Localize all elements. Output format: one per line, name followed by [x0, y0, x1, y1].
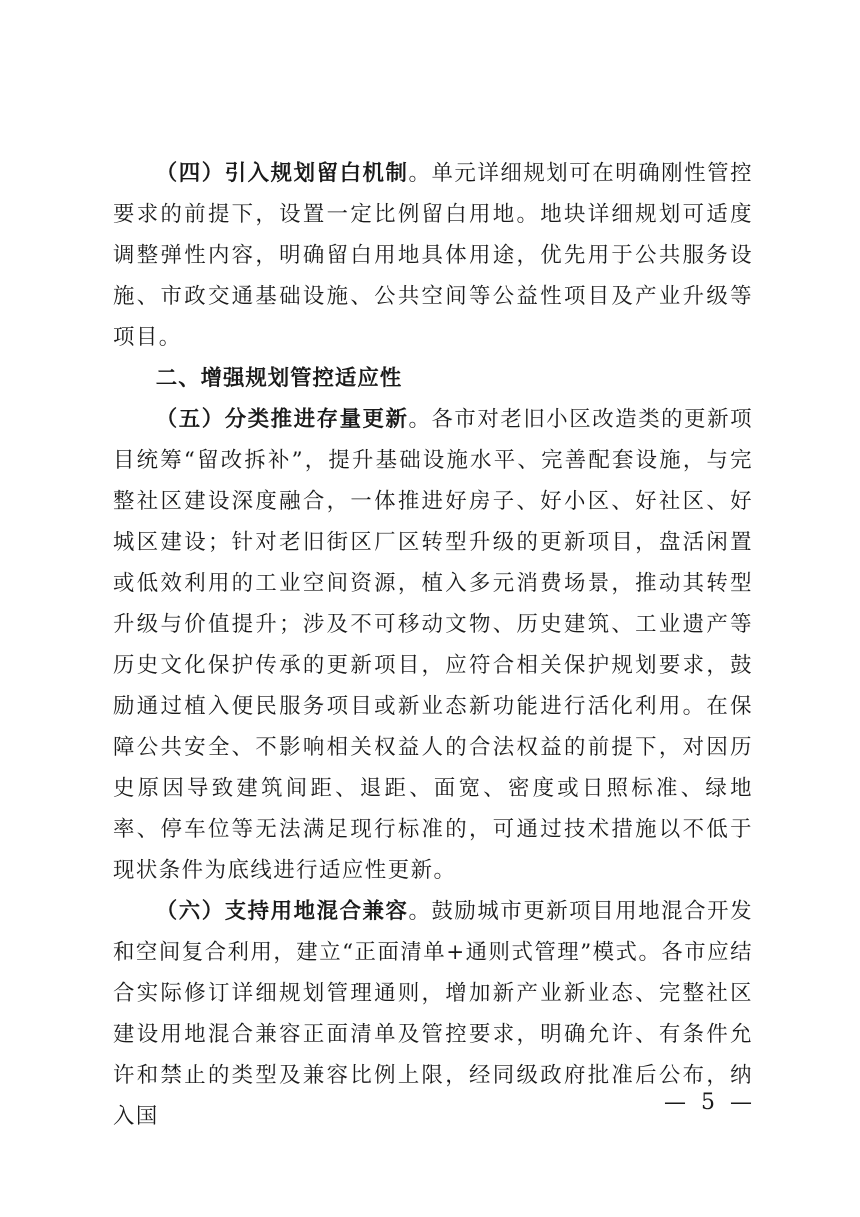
- page-number: — 5 —: [664, 1090, 756, 1115]
- paragraph-heading: （六）支持用地混合兼容: [155, 899, 409, 924]
- paragraph-6: [113, 891, 753, 1137]
- paragraph-4: [113, 153, 753, 358]
- paragraph-text: 。单元详细规划可在明确刚性管控要求的前提下，设置一定比例留白用地。地块详细规划可适度调整弹性内容，明确留白用地具体用途，优先用于公共服务设施、市政交通基础设施、公共空间等公益性项目及产业升级等项目。: [113, 161, 753, 350]
- paragraph-heading: （四）引入规划留白机制: [155, 161, 409, 186]
- paragraph-text: 。各市对老旧小区改造类的更新项目统筹“留改拆补”，提升基础设施水平、完善配套设施，与完整社区建设深度融合，一体推进好房子、好小区、好社区、好城区建设；针对老旧街区厂区转型升级的更新项目，盘活闲置或低效利用的工业空间资源，植入多元消费场景，推动其转型升级与价值提升；涉及不可移动文物、历史建筑、工业遗产等历史文化保护传承的更新项目，应符合相关保护规划要求，鼓励通过植入便民服务项目或新业态新功能进行活化利用。在保障公共安全、不影响相关权益人的合法权益的前提下，对因历史原因导致建筑间距、退距、面宽、密度或日照标准、绿地率、停车位等无法满足现行标准的，可通过技术措施以不低于现状条件为底线进行适应性更新。: [113, 407, 753, 883]
- section-heading: 二、增强规划管控适应性: [155, 366, 403, 391]
- paragraph-heading: （五）分类推进存量更新: [155, 407, 409, 432]
- body-text: [113, 153, 753, 1137]
- paragraph-text: 。鼓励城市更新项目用地混合开发和空间复合利用，建立“正面清单+通则式管理”模式。各市应结合实际修订详细规划管理通则，增加新产业新业态、完整社区建设用地混合兼容正面清单及管控要求，明确允许、有条件允许和禁止的类型及兼容比例上限，经同级政府批准后公布，纳入国: [113, 899, 753, 1129]
- paragraph-5: [113, 399, 753, 891]
